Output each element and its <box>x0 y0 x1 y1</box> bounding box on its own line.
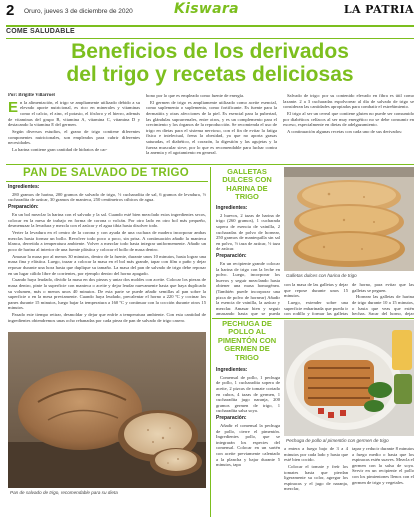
recipe2-step: de horno, para evitar que las galletas se peguen. <box>352 282 414 293</box>
recipe2-step: Luego, extender sobre una superficie enharinada que pueda ir con rodillo y formar las galletas <box>284 300 348 316</box>
column-divider <box>210 167 211 517</box>
article-column-1 <box>8 93 140 163</box>
article-paragraph: La harina contiene gran cantidad de hidratos de car- <box>12 147 108 153</box>
article-paragraph: El germen de trigo es ampliamente utilizado como aceite esencial, como suplemento o suplemento, como fortificante. Es fuente para la dermatitis y otras afecciones de la piel. Es esencial para la pubertad, las glándulas suprarrenales, entre otros, y es un complemento para el crecimiento y los órganos de la reproducción. Se recomienda el uso de trigo en dietas para el sistema nervioso, con el fin de evitar la fatiga física e intelectual, frena la obesidad, ya que no aporta grasas saturadas, el diabético, el corazón, la digestión y las agujetas y la fuerza muscular sirve, por lo que es recomendable para luchar contra la anemia y el agotamiento en general. <box>146 99 277 156</box>
chicken-photo-caption: Pechuga de pollo al pimentón con germen de trigo <box>286 438 389 443</box>
newspaper-name: LA PATRIA <box>343 3 414 16</box>
recipe2-step: con la masa de las galletas y dejar que repose durante unos 15 minutos. <box>284 282 348 299</box>
recipe3-prep-label: Preparación: <box>216 415 247 422</box>
drop-cap: E <box>8 98 19 116</box>
recipe3-ingredients: Comensal de pollo, 1 pechuga de pollo, 1 cucharadita sopera de aceite, 2 pizcas de tomate cortado en cubos, 4 tazas de germen, 1 cucharadita jugo naranja, 200 gramos germen de trigo, 1 cucharadita salsa soya. <box>216 374 280 414</box>
recipe2-step: En un recipiente grande colocar la harina de trigo con la leche en polvo. Luego, incorporar los huevos y seguir mezclando hasta obtener una masa homogénea. (También puede incorporar una pizca de polvo de hornear) Añadir la esencia de vainilla, la azúcar y mezclar. Amasar bien y seguir amasando hasta que se pueda <box>216 260 280 316</box>
headline-line-2: del trigo y recetas deliciosas <box>66 63 354 86</box>
cookies-photo-caption: Galletas dulces con harina de trigo <box>286 273 357 278</box>
byline: Por: Brigitte Villarroel <box>8 93 55 98</box>
page-number: 2 <box>6 2 15 19</box>
headline <box>16 40 404 86</box>
article-paragraph: El trigo al ser un cereal que contiene gluten no puede ser consumido por diabéticos celíacos al ser muy energético no se debe consumir en exceso, especialmente en dietas de adelgazamiento. <box>283 111 414 128</box>
cookies-photo <box>284 167 414 271</box>
recipe1-title: PAN DE SALVADO DE TRIGO <box>23 167 189 179</box>
article-paragraph: A continuación algunas recetas con cada uno de sus derivados: <box>287 129 403 135</box>
divider <box>6 181 208 182</box>
recipe3-step: a entera a fuego bajo de 3 a 4 minutos por cada lado y hasta que esté bien cocido. <box>284 446 348 463</box>
bread-photo-caption: Pan de salvado de trigo, recomendable para su dieta <box>10 490 118 495</box>
article-column-3 <box>283 93 414 163</box>
page-header <box>6 2 414 24</box>
bread-photo-image <box>8 332 206 488</box>
bread-photo <box>8 332 206 488</box>
recipe1-step: Verter la levadura en el centro de la corona y con ayuda de una cuchara de madera incorporar ambas mezclas hasta formar un bollo. Revolver todo poco a poco, sin prisa. A continuación añadir la manteca blanca, derretida a temperatura ambiente. Volver a mezclar todo hasta integrar uniformemente. Añadir un poco de harina al interior de una fuente plástica y colocar el bollo de masa dentro. <box>8 230 206 252</box>
recipe2-text-a <box>216 204 280 316</box>
recipe2-text-b <box>284 282 348 316</box>
article-column-2 <box>146 93 277 163</box>
recipe2-step: Hornear las galletas de harina de trigo durante 10 a 15 minutos, o hasta que veas que estén hechas. Sacar del horno, dejar <box>352 294 414 316</box>
recipe3-step: Colocar el tomate y freír los tomates hasta que pierdan ligeramente su color, agregar los espinacas y el jugo de naranja, mezclar, <box>284 464 348 492</box>
recipe3-text-c <box>352 446 414 518</box>
recipe1-step: En un bol mezclar la harina con el salvado y la sal. Cuando esté bien mezclado estos ingredientes secos, colocar en la mesa de trabajo en forma de corona o volcán. Por otro lado en otro bol más pequeño, desmenuzar la levadura y mezcla con el azúcar y el agua tibia hasta disolver todo. <box>8 211 206 229</box>
recipe3-text-a <box>216 366 280 518</box>
recipe2-ingredients-label: Ingredientes: <box>216 205 248 211</box>
recipe3-ingredients-label: Ingredientes: <box>216 367 248 373</box>
issue-date: Oruro, jueves 3 de diciembre de 2020 <box>24 8 133 15</box>
recipe3-text-b <box>284 446 348 518</box>
recipe1-step: Amasar la masa por al menos 30 minutos, dentro de la fuente, durante unos 10 minutos, hasta lograr una masa fina y elástica. Luego, trazar a colocar la masa en el bol más grande, tapar con film o paño y dejar reposar durante una hora hasta que duplique su tamaño. La masa del pan de salvado de trigo debe reposar en un lugar cálido libre de corrientes, por ejemplo dentro del horno apagado. <box>8 253 206 276</box>
article-paragraph: n la alimentación, el trigo se ampliamente utilizado debido a su elevado aporte nutricional, es rico en minerales y vitaminas como el calcio, el zinc, el potasio, el fósforo y el hierro, además de vitaminas del grupo B, vitamina A, vitamina C, vitamina D y destacando la vitamina E del germen. <box>8 99 140 128</box>
chicken-photo-image <box>284 320 414 436</box>
recipe2-title: GALLETAS DULCES CON HARINA DE TRIGO <box>222 167 272 202</box>
recipe3-step: Añadir el comensal la pechuga de pollo, cierre el pimentón. Ingredientes pollo, que se integrarán los especies del comensal. Colocar en un sartén con aceite previamente calentado a la plancha y bajar durante 5 minutos, tapa <box>216 422 280 468</box>
article-paragraph: Salvado de trigo: por su contenido elevado en fibra es útil como laxante. 2 a 3 cucharadas espolvorear al día de salvado de trigo se consideran las cantidades apropiadas para combatir el estreñimiento. <box>283 93 414 110</box>
article-paragraph: Según diversos estudios, el grano de trigo contiene diferentes componentes nutricionales, son empleados para cubrir diferentes necesidades. <box>8 129 140 146</box>
recipe1-step: Cuando haya leudado, dividir la masa en dos piezas y untar dos moldes con aceite. Colocar los piezas de masa dentro, pinte la superficie con manteca o aceite y dejar leudar nuevamente hasta que haya duplicado su volumen, más o menos unos 40 minutos. De esta parte se puede añadir semillas al pan sobre la superficie o en la mesa previamente. Cuando haya leudado, precalentar el horno a 220 ºC y cocinar los panes durante 15 minutos, luego bajar la temperatura a 160 ºC y continuar con la cocción durante otros 15 minutos. <box>8 277 206 311</box>
chicken-photo <box>284 320 414 436</box>
section-label: COME SALUDABLE <box>6 28 75 35</box>
recipe1-step: Pasado este tiempo retirar, desmoldar y dejar que enfríe a temperatura ambiente. Con esta cantidad de ingredientes obtendremos unas ocho rebanadas por cada pieza de pan de salvado de trigo casero. <box>8 312 206 323</box>
header-rule <box>6 25 414 27</box>
divider <box>6 164 414 165</box>
section-rule <box>6 38 414 39</box>
section-brand: Kiswara <box>174 1 239 17</box>
recipe2-ingredients: 2 huevos, 2 tazas de harina de trigo (260 gramos), 1 cucharada sopera de esencia de vainilla, 2 cucharadas de polvo de hornear, 250 gramos de mantequilla sin sal en polvo, ½ taza de azúcar, ½ taza de azúcar. <box>216 212 280 252</box>
recipe3-step: tapar y reducir durante 8 minutos a fuego medio o hasta que los espinacas estén suaves. Mezcla el germen con la salsa de soya. Servir en un recipiente el pollo con los pimientones llenos con el germen de trigo y vegetales. <box>352 446 414 485</box>
cookies-photo-image <box>284 167 414 271</box>
recipe1-ingredients-label: Ingredientes: <box>8 184 40 190</box>
recipe2-text-c <box>352 282 414 316</box>
recipe1-ingredients: 280 gramos de harina, 200 gramos de salvado de trigo, ½ cucharadita de sal, 6 gramos de levadura, ½ cucharadita de azúcar, 30 gramos de manteca, 250 centímetros cúbicos de agua. <box>8 191 206 203</box>
recipe1-text <box>8 183 206 329</box>
headline-line-1: Beneficios de los derivados <box>71 40 349 63</box>
recipe1-prep-label: Preparación: <box>8 204 39 211</box>
recipe2-prep-label: Preparación: <box>216 253 247 260</box>
recipe3-title: PECHUGA DE POLLO AL PIMENTÓN CON GERMEN DE TRIGO <box>217 319 277 362</box>
article-paragraph: bono por lo que es empleado como fuente de energía. <box>146 93 245 98</box>
